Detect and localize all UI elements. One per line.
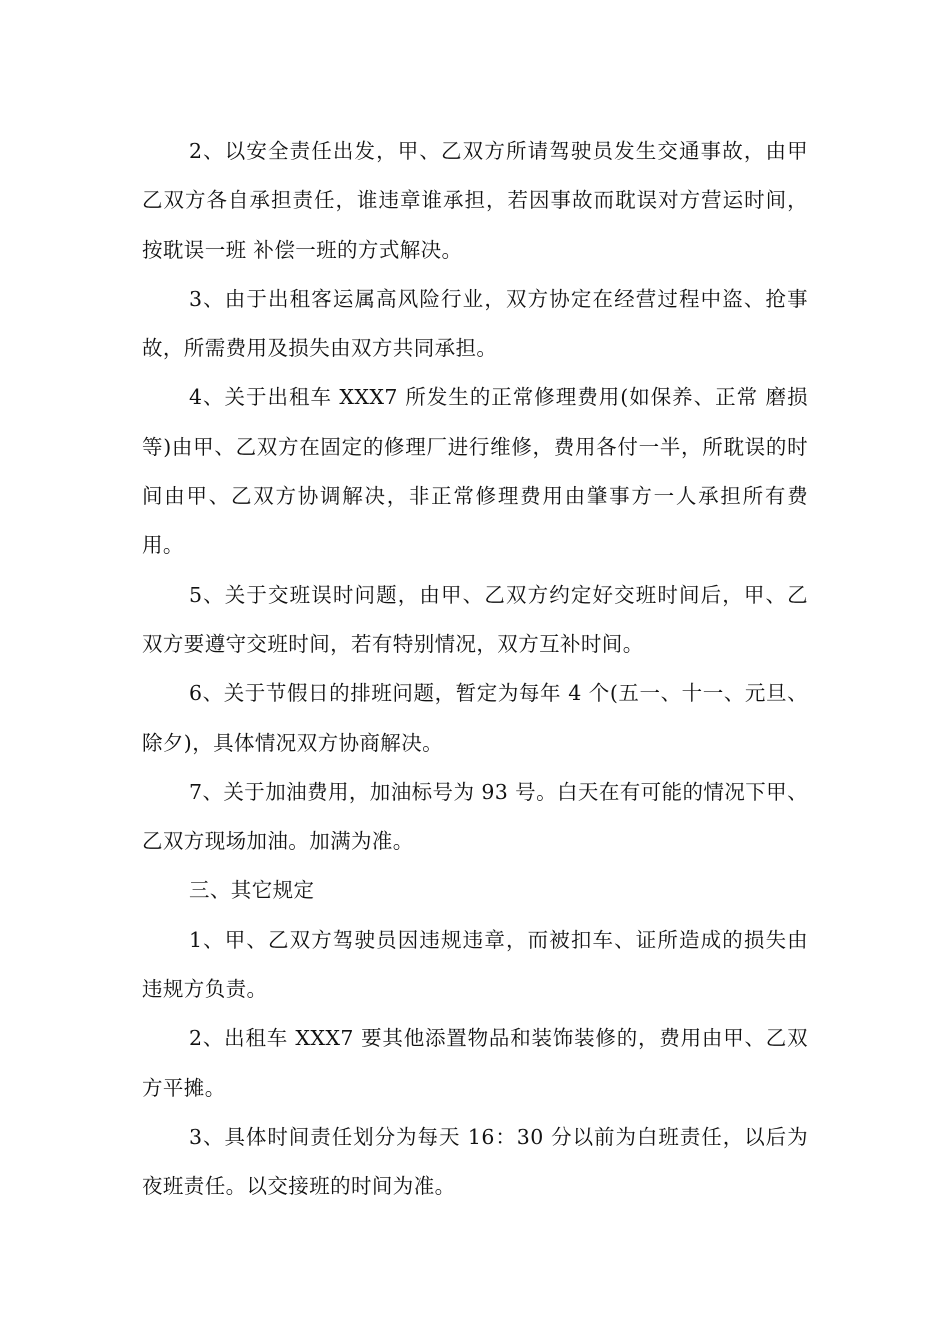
paragraph-traffic-accident: 2、以安全责任出发，甲、乙双方所请驾驶员发生交通事故，由甲乙双方各自承担责任，谁违章谁承担，若因事故而耽误对方营运时间，按耽误一班 补偿一班的方式解决。 bbox=[142, 139, 808, 262]
document-body bbox=[142, 127, 808, 1212]
paragraph-shift-responsibility: 3、具体时间责任划分为每天 16：30 分以前为白班责任，以后为夜班责任。以交接班的时间为准。 bbox=[142, 1124, 808, 1199]
section-heading-other-rules: 三、其它规定 bbox=[189, 878, 315, 903]
paragraph-repair-costs: 4、关于出租车 XXX7 所发生的正常修理费用(如保养、正常 磨损等)由甲、乙双方在固定的修理厂进行维修，费用各付一半，所耽误的时间由甲、乙双方协调解决，非正常修理费用由肇事方一人承担所有费用。 bbox=[142, 385, 808, 558]
paragraph-decoration-costs: 2、出租车 XXX7 要其他添置物品和装饰装修的，费用由甲、乙双方平摊。 bbox=[142, 1026, 808, 1100]
paragraph-holiday-schedule: 6、关于节假日的排班问题，暂定为每年 4 个(五一、十一、元旦、除夕)，具体情况双方协商解决。 bbox=[142, 681, 808, 755]
paragraph-fuel-costs: 7、关于加油费用，加油标号为 93 号。白天在有可能的情况下甲、乙双方现场加油。加满为准。 bbox=[142, 779, 808, 854]
paragraph-violation-losses: 1、甲、乙双方驾驶员因违规违章，而被扣车、证所造成的损失由违规方负责。 bbox=[142, 927, 808, 1002]
paragraph-shift-delay: 5、关于交班误时问题，由甲、乙双方约定好交班时间后，甲、乙 双方要遵守交班时间，若有特别情况，双方互补时间。 bbox=[142, 582, 808, 656]
paragraph-high-risk: 3、由于出租客运属高风险行业，双方协定在经营过程中盗、抢事故，所需费用及损失由双方共同承担。 bbox=[142, 286, 808, 361]
